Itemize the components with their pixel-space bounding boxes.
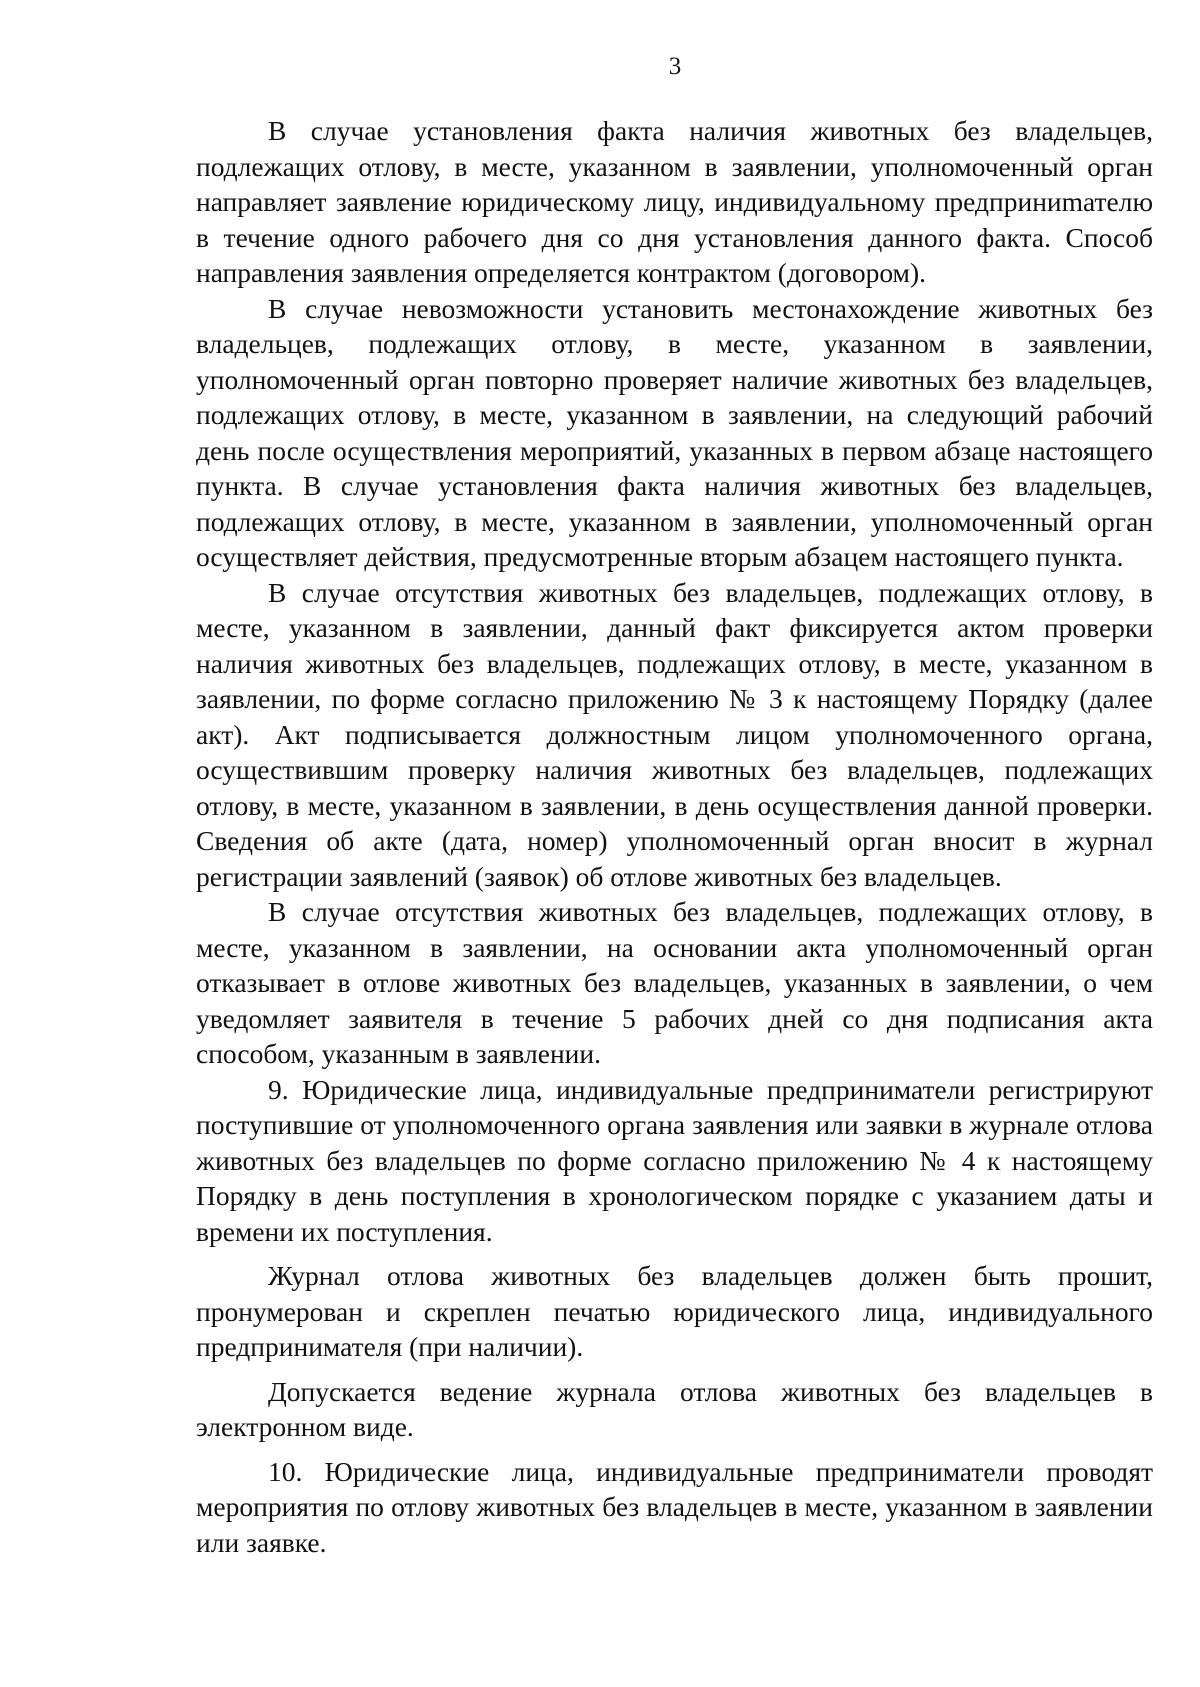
paragraph-6: Журнал отлова животных без владельцев должен быть прошит, пронумерован и скреплен печатью юридического лица, индивидуального предпринимателя (при наличии). — [196, 1260, 1153, 1362]
page-number: 3 — [668, 53, 682, 80]
paragraph-4: В случае отсутствия животных без владельцев, подлежащих отлову, в месте, указанном в заявлении, на основании акта уполномоченный орган отказывает в отлове животных без владельцев, указанных в заявлении, о чем уведомляет заявителя в течение 5 рабочих дней со дня подписания акта способом, указанным в заявлении. — [196, 896, 1153, 1069]
paragraph-3: В случае отсутствия животных без владельцев, подлежащих отлову, в месте, указанном в заявлении, данный факт фиксируется актом проверки наличия животных без владельцев, подлежащих отлову, в месте, указанном в заявлении, по форме согласно приложению № 3 к настоящему Порядку (далее акт). Акт подписывается должностным лицом уполномоченного органа, осуществившим проверку наличия животных без владельцев, подлежащих отлову, в месте, указанном в заявлении, в день осуществления данной проверки. Сведения об акте (дата, номер) уполномоченный орган вносит в журнал регистрации заявлений (заявок) об отлове животных без владельцев. — [196, 576, 1153, 892]
paragraph-7: Допускается ведение журнала отлова животных без владельцев в электронном виде. — [196, 1375, 1153, 1442]
document-body — [196, 113, 1153, 1560]
paragraph-1: В случае установления факта наличия животных без владельцев, подлежащих отлову, в месте, указанном в заявлении, уполномоченный орган направляет заявление юридическому лицу, индивидуальному предприниmателю в течение одного рабочего дня со дня установления данного факта. Способ направления заявления определяется контрактом (договором). — [196, 115, 1153, 288]
paragraph-8: 10. Юридические лица, индивидуальные предприниматели проводят мероприятия по отлову животных без владельцев в месте, указанном в заявлении или заявке. — [196, 1455, 1153, 1558]
paragraph-2: В случае невозможности установить местонахождение животных без владельцев, подлежащих отлову, в месте, указанном в заявлении, уполномоченный орган повторно проверяет наличие животных без владельцев, подлежащих отлову, в месте, указанном в заявлении, на следующий рабочий день после осуществления мероприятий, указанных в первом абзаце настоящего пункта. В случае установления факта наличия животных без владельцев, подлежащих отлову, в месте, указанном в заявлении, уполномоченный орган осуществляет действия, предусмотренные вторым абзацем настоящего пункта. — [196, 292, 1153, 572]
paragraph-5: 9. Юридические лица, индивидуальные предприниматели регистрируют поступившие от уполномоченного органа заявления или заявки в журнале отлова животных без владельцев по форме согласно приложению № 4 к настоящему Порядку в день поступления в хронологическом порядке с указанием даты и времени их поступления. — [196, 1073, 1153, 1247]
